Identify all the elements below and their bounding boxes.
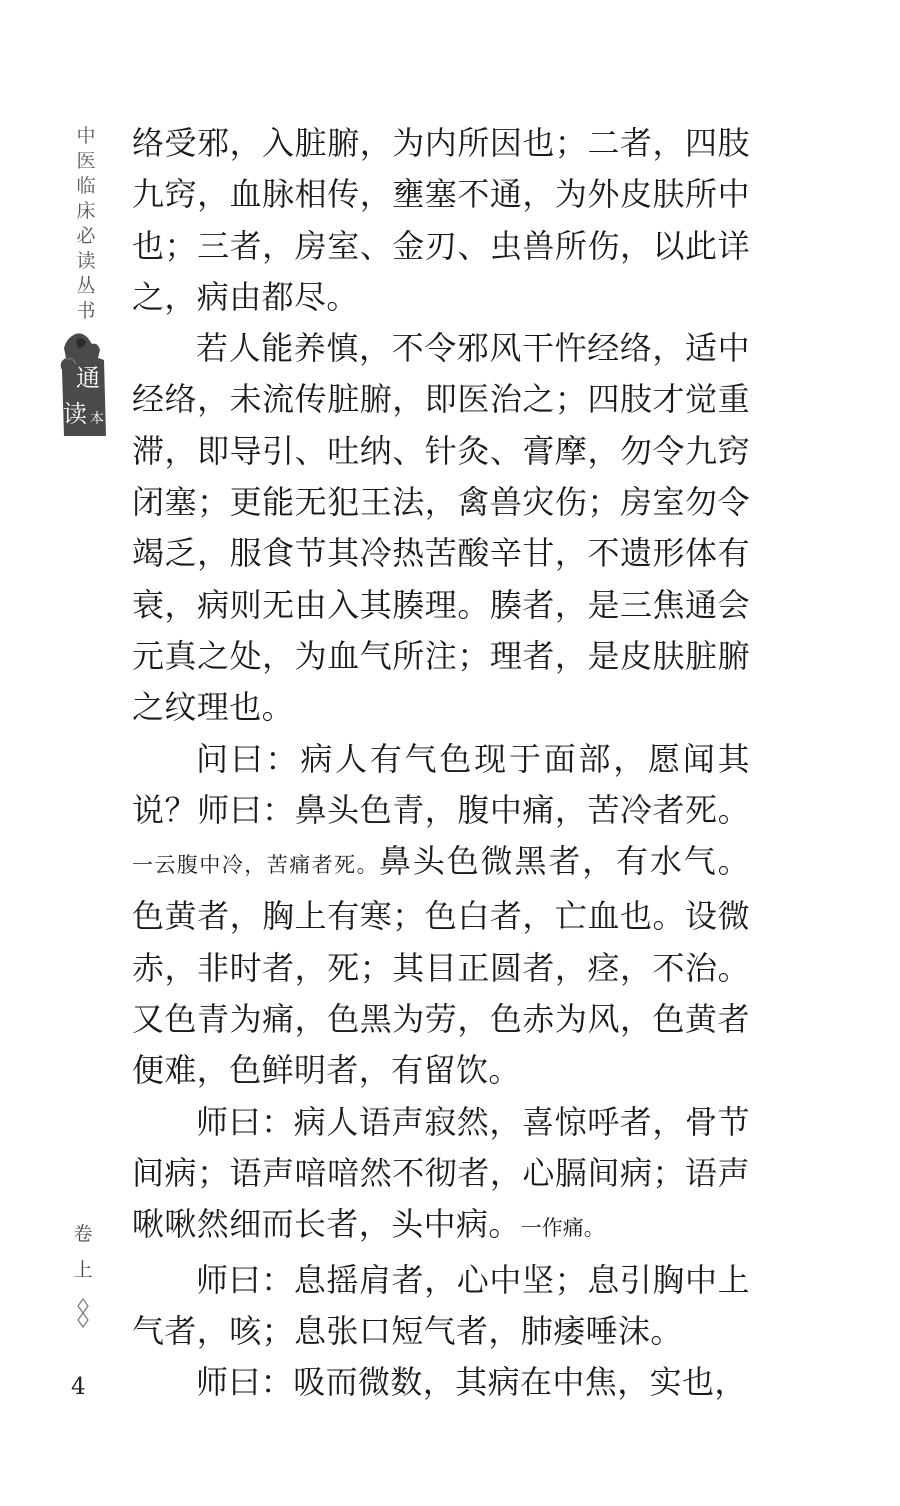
volume-char: 上 [73, 1259, 93, 1281]
badge-char: 本 [90, 411, 104, 427]
volume-char: 卷 [73, 1223, 93, 1245]
series-title-char: 必 [76, 225, 96, 247]
series-title-char: 医 [76, 150, 96, 172]
edition-badge [58, 330, 108, 438]
paragraph [132, 323, 750, 733]
series-title-char: 床 [76, 200, 96, 222]
annotation-note: 一作痛。 [520, 1216, 605, 1241]
text-segment: 问曰：病人有气色现于面部，愿闻其说？师曰：鼻头色青，腹中痛，苦冷者死。 [132, 739, 750, 829]
series-title-char: 读 [76, 250, 96, 272]
paragraph [132, 734, 750, 1097]
series-title-char: 临 [76, 175, 96, 197]
text-segment: 师曰：病人语声寂然，喜惊呼者，骨节间病；语声喑喑然不彻者，心膈间病；语声啾啾然细而长者，头中病。 [132, 1102, 750, 1244]
paragraph [132, 1097, 750, 1255]
diamond-ornament-icon [76, 1298, 90, 1328]
text-segment: 师曰：息摇肩者，心中坚；息引胸中上气者，咳；息张口短气者，肺痿唾沫。 [132, 1260, 750, 1350]
paragraph [132, 1255, 750, 1358]
badge-char: 通 [76, 364, 100, 392]
volume-marker [68, 1220, 98, 1328]
page-number: 4 [71, 1374, 86, 1400]
badge-char: 读 [63, 400, 87, 428]
paragraph [132, 1357, 750, 1408]
series-title-char: 丛 [76, 275, 96, 297]
annotation-note: 一云腹中冷，苦痛者死。 [132, 853, 380, 878]
series-title [73, 124, 99, 324]
series-title-char: 中 [76, 125, 96, 147]
text-segment: 若人能养慎，不令邪风干忤经络，适中经络，未流传脏腑，即医治之；四肢才觉重滞，即导引、吐纳、针灸、膏摩，勿令九窍闭塞；更能无犯王法，禽兽灾伤；房室勿令竭乏，服食节其冷热苦酸辛甘，不遗形体有衰，病则无由入其腠理。腠者，是三焦通会元真之处，为血气所注；理者，是皮肤脏腑之纹理也。 [132, 329, 750, 727]
text-segment: 络受邪，入脏腑，为内所因也；二者，四肢九窍，血脉相传，壅塞不通，为外皮肤所中也；三者，房室、金刃、虫兽所伤，以此详之，病由都尽。 [132, 124, 750, 316]
text-segment: 师曰：吸而微数，其病在中焦，实也， [196, 1363, 747, 1402]
text-segment: 鼻头色微黑者，有水气。色黄者，胸上有寒；色白者，亡血也。设微赤，非时者，死；其目正圆者，痉，不治。又色青为痛，色黑为劳，色赤为风，色黄者便难，色鲜明者，有留饮。 [132, 842, 751, 1090]
series-title-char: 书 [76, 300, 96, 322]
body-text [132, 118, 750, 1408]
paragraph [132, 118, 750, 323]
